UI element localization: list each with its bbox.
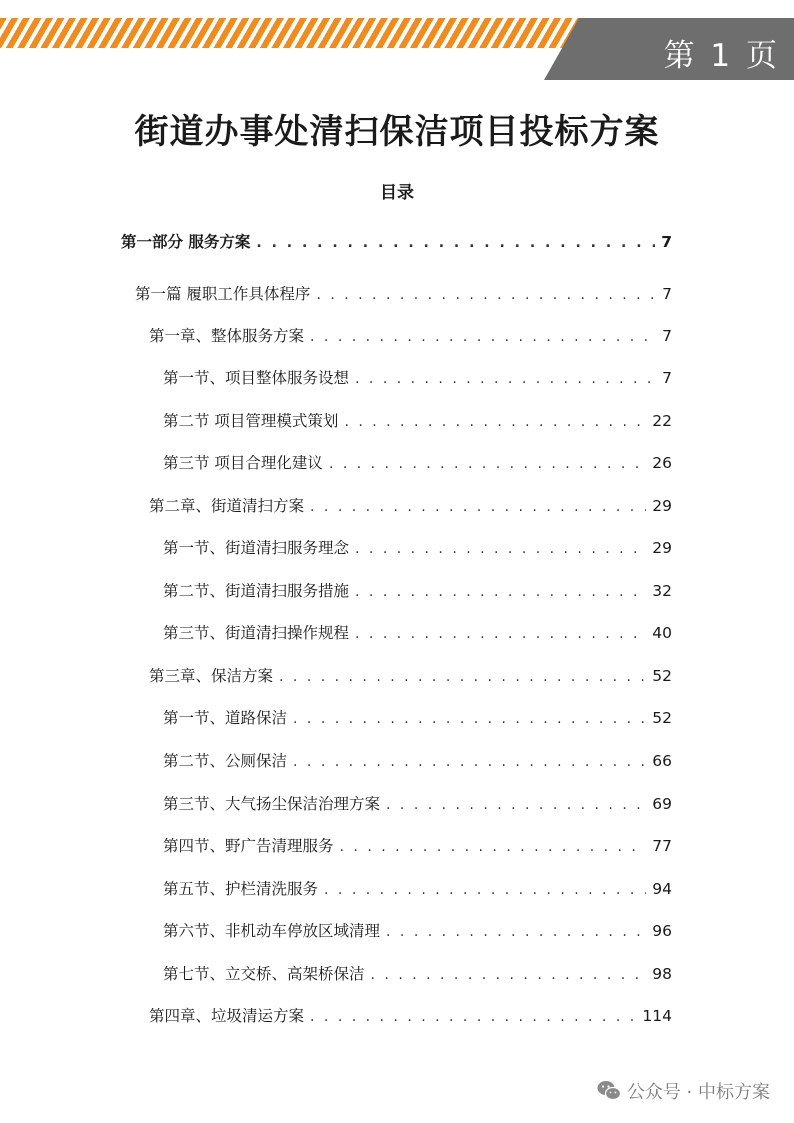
toc-leader-dots [324,882,646,898]
toc-entry-title: 第一节、项目整体服务设想 [163,369,350,387]
toc-entry-page: 29 [652,497,672,515]
watermark-text: 公众号 · 中标方案 [626,1082,770,1103]
toc-entry[interactable] [163,706,672,730]
toc-leader-dots [355,584,646,600]
toc-leader-dots [371,967,647,983]
toc-leader-dots [355,371,656,387]
toc-leader-dots [316,287,656,303]
toc-leader-dots [386,924,646,940]
toc-entry-title: 第七节、立交桥、高架桥保洁 [163,965,365,983]
toc-leader-dots [329,456,646,472]
toc-entry-page: 52 [652,709,672,727]
toc-entry[interactable] [121,230,672,254]
toc-entry-title: 第一节、道路保洁 [163,709,288,727]
toc-entry[interactable] [163,536,672,560]
page-label: 第 1 页 [663,38,780,74]
toc-entry[interactable] [163,451,672,475]
toc-entry-title: 第五节、护栏清洗服务 [163,880,319,898]
toc-entry[interactable] [149,664,672,688]
wechat-watermark [597,1078,770,1104]
toc-entry-page: 94 [652,880,672,898]
toc-leader-dots [279,669,646,685]
toc-entry-page: 40 [652,624,672,642]
toc-leader-dots [293,711,646,727]
toc-entry-title: 第二节、公厕保洁 [163,752,288,770]
toc-entry-title: 第三节 项目合理化建议 [163,454,323,472]
toc-entry-title: 第三节、大气扬尘保洁治理方案 [163,795,381,813]
toc-entry[interactable] [149,324,672,348]
toc-entry[interactable] [163,621,672,645]
toc-entry[interactable] [163,792,672,816]
toc-entry[interactable] [163,834,672,858]
toc-entry-title: 第一节、街道清扫服务理念 [163,539,350,557]
toc-entry[interactable] [149,1004,672,1028]
toc-entry-page: 32 [652,582,672,600]
toc-entry-title: 第一篇 履职工作具体程序 [135,285,311,303]
toc-entry-page: 77 [652,837,672,855]
toc-leader-dots [293,754,646,770]
toc-entry-page: 114 [642,1007,672,1025]
toc-entry-title: 第六节、非机动车停放区域清理 [163,922,381,940]
toc-entry-title: 第三节、街道清扫操作规程 [163,624,350,642]
toc-entry-title: 第二节 项目管理模式策划 [163,412,339,430]
toc-leader-dots [355,626,646,642]
toc-entry[interactable] [163,409,672,433]
toc-leader-dots [344,414,646,430]
toc-entry-page: 52 [652,667,672,685]
toc-entry-page: 7 [662,327,672,345]
toc-entry[interactable] [163,962,672,986]
toc-entry[interactable] [163,877,672,901]
toc-leader-dots [355,541,646,557]
toc-entry[interactable] [135,282,672,306]
toc-entry-title: 第一部分 服务方案 [121,233,251,251]
toc-entry-page: 7 [662,285,672,303]
header-stripe-bar [0,18,590,48]
toc-entry-page: 66 [652,752,672,770]
toc-leader-dots [310,329,656,345]
toc-entry-page: 26 [652,454,672,472]
document-title: 街道办事处清扫保洁项目投标方案 [134,112,660,152]
toc-leader-dots [386,797,646,813]
toc-entry-title: 第一章、整体服务方案 [149,327,305,345]
toc-entry[interactable] [163,919,672,943]
toc-entry-page: 98 [652,965,672,983]
toc-entry[interactable] [163,749,672,773]
toc-entry-page: 7 [661,233,672,251]
toc-entry-title: 第四章、垃圾清运方案 [149,1007,305,1025]
toc-leader-dots [310,1009,636,1025]
wechat-icon [597,1080,621,1102]
toc-entry-title: 第四节、野广告清理服务 [163,837,334,855]
toc-leader-dots [310,499,646,515]
toc-entry-page: 22 [652,412,672,430]
toc-entry-page: 96 [652,922,672,940]
toc-entry[interactable] [163,366,672,390]
toc-entry[interactable] [149,494,672,518]
toc-entry-page: 7 [662,369,672,387]
toc-leader-dots [256,235,655,251]
toc-entry-title: 第二章、街道清扫方案 [149,497,305,515]
toc-entry[interactable] [163,579,672,603]
toc-leader-dots [340,839,647,855]
toc-entry-title: 第二节、街道清扫服务措施 [163,582,350,600]
toc-entry-page: 29 [652,539,672,557]
toc-entry-page: 69 [652,795,672,813]
toc-heading: 目录 [380,183,414,203]
toc-entry-title: 第三章、保洁方案 [149,667,274,685]
